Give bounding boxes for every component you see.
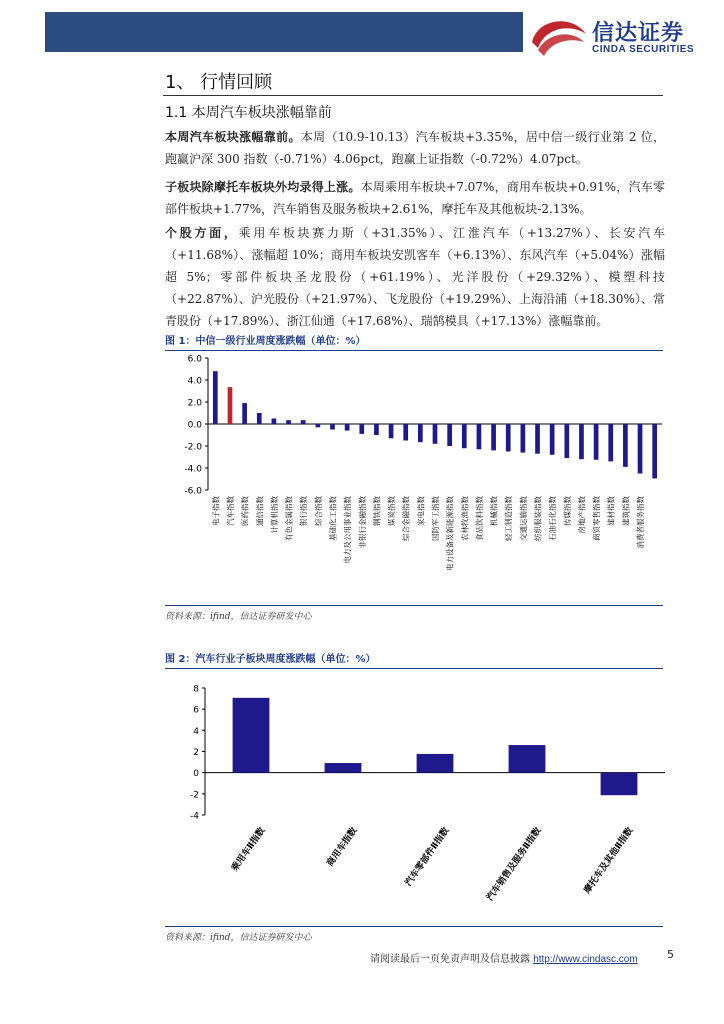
chart1-category-label: 有色金属指数 — [284, 496, 294, 541]
figure2-source: 资料来源：ifind，信达证券研发中心 — [165, 926, 663, 943]
chart1-bar — [228, 387, 233, 424]
chart1-category-label: 银行指数 — [299, 496, 309, 526]
chart1-y-tick-label: -4.0 — [184, 464, 202, 475]
chart1-category-label: 农林牧渔指数 — [460, 496, 470, 541]
chart1-category-label: 纺织服装指数 — [533, 496, 543, 541]
paragraph-2-body: 本周乘用车板块+7.07%，商用车板块+0.91%，汽车零部件板块+1.77%，汽车销售及服务板块+2.61%，摩托车及其他板块-2.13%。 — [165, 180, 665, 216]
paragraph-3-lead: 个股方面， — [165, 226, 239, 240]
chart1-bar — [301, 420, 306, 424]
chart1-bar — [359, 424, 364, 434]
footer — [370, 950, 638, 965]
chart2-category-label: 汽车销售及服务Ⅱ指数 — [485, 825, 544, 903]
chart2-y-tick-label: 4 — [193, 726, 199, 737]
chart1-category-label: 轻工制造指数 — [504, 496, 514, 541]
chart2-bar — [325, 763, 362, 773]
logo-cn-text: 信达证券 — [592, 21, 685, 46]
paragraph-1-body: 本周（10.9-10.13）汽车板块+3.35%，居中信一级行业第 2 位，跑赢沪深 300 指数（-0.71%）4.06pct，跑赢上证指数（-0.72%）4.07pct。 — [165, 130, 665, 166]
section-subtitle: 1.1 本周汽车板块涨幅靠前 — [165, 105, 332, 121]
chart1-bar — [521, 424, 526, 453]
chart1-category-label: 通信指数 — [255, 496, 265, 526]
chart1-bar — [345, 424, 350, 431]
chart1-bar — [242, 403, 247, 424]
chart2-y-tick-label: -4 — [190, 811, 199, 822]
chart2-category-label: 商用车指数 — [325, 825, 360, 869]
chart1-bar — [403, 424, 408, 441]
footer-disclaimer: 请阅读最后一页免责声明及信息披露 — [370, 954, 530, 965]
chart1-category-label: 煤炭指数 — [387, 496, 397, 526]
chart1-bar — [433, 424, 438, 444]
chart1-y-tick-label: -2.0 — [184, 442, 202, 453]
chart1-bar — [213, 371, 218, 424]
header-bar — [45, 12, 523, 52]
chart1-bar — [594, 424, 599, 460]
chart1-category-label: 医药指数 — [240, 496, 250, 526]
chart1-category-label: 商贸零售指数 — [592, 496, 602, 541]
chart1-bar — [257, 413, 262, 424]
chart1-bar — [564, 424, 569, 458]
chart1-category-label: 电力设备及新能源指数 — [445, 496, 455, 571]
chart2-y-tick-label: 8 — [193, 684, 199, 695]
figure2-chart — [165, 676, 665, 926]
cinda-logo — [528, 12, 708, 58]
chart1-category-label: 电力及公用事业指数 — [343, 496, 353, 564]
chart1-category-label: 非银行金融指数 — [357, 496, 367, 549]
chart1-bar — [623, 424, 628, 467]
chart2-bar — [417, 754, 454, 773]
figure1-title: 图 1：中信一级行业周度涨跌幅（单位：%） — [165, 332, 663, 351]
chart2-y-tick-label: 6 — [193, 705, 199, 716]
section-title: 1、 行情回顾 — [165, 72, 273, 93]
chart1-category-label: 房地产指数 — [577, 496, 587, 534]
chart2-bar — [509, 745, 546, 773]
paragraph-1-lead: 本周汽车板块涨幅靠前。 — [165, 130, 301, 144]
chart1-bar — [374, 424, 379, 435]
chart1-bar — [550, 424, 555, 455]
paragraph-3-body: 乘用车板块赛力斯（+31.35%）、江淮汽车（+13.27%）、长安汽车（+11.68%）、涨幅超 10%；商用车板块安凯客车（+6.13%）、东风汽车（+5.04%）涨幅超 5%；零部件板块圣龙股份（+61.19%）、光洋股份（+29.32%）、模塑科技（+22.87%）、沪光股份（+21.97%）、飞龙股份（+19.29%）、上海沿浦（+18.30%）、常青股份（+17.89%）、浙江仙通（+17.68%）、瑞鹄模具（+17.13%）涨幅靠前。 — [165, 226, 665, 328]
paragraph-1 — [165, 126, 665, 170]
paragraph-2-lead: 子板块除摩托车板块外均录得上涨。 — [165, 180, 361, 194]
chart1-bar — [462, 424, 467, 448]
chart1-category-label: 消费者服务指数 — [636, 495, 646, 549]
chart1-category-label: 传媒指数 — [562, 496, 572, 526]
logo-en-text: CINDA SECURITIES — [592, 44, 695, 55]
chart1-bar — [491, 424, 496, 450]
figure2-title: 图 2：汽车行业子板块周度涨跌幅（单位：%） — [165, 650, 663, 669]
chart1-category-label: 综合指数 — [313, 496, 323, 526]
chart1-y-tick-label: 2.0 — [187, 398, 202, 409]
chart1-category-label: 交通运输指数 — [518, 496, 528, 541]
chart1-bar — [535, 424, 540, 454]
chart1-category-label: 食品饮料指数 — [474, 496, 484, 541]
chart2-y-tick-label: 2 — [193, 748, 199, 758]
chart2-category-label: 汽车零部件Ⅱ指数 — [403, 825, 452, 889]
chart1-category-label: 计算机指数 — [269, 496, 279, 534]
chart1-bar — [418, 424, 423, 442]
chart1-category-label: 机械指数 — [489, 496, 499, 526]
chart1-bar — [447, 424, 452, 446]
logo-swoosh-icon — [528, 12, 588, 58]
chart1-y-tick-label: 0.0 — [187, 420, 202, 431]
footer-link[interactable]: http://www.cindasc.com — [533, 954, 638, 965]
chart1-bar — [315, 424, 320, 427]
chart1-bar — [286, 420, 291, 424]
page-number: 5 — [667, 948, 674, 961]
chart1-category-label: 钢铁指数 — [372, 496, 382, 526]
chart1-bar — [652, 424, 657, 478]
chart1-category-label: 国防军工指数 — [431, 496, 440, 541]
chart1-y-tick-label: 4.0 — [187, 376, 202, 387]
chart2-y-tick-label: -2 — [190, 790, 199, 801]
chart1-category-label: 家电指数 — [416, 496, 426, 526]
chart2-category-label: 摩托车及其他Ⅱ指数 — [582, 825, 636, 896]
chart1-category-label: 综合金融指数 — [401, 496, 411, 541]
chart1-category-label: 汽车指数 — [225, 496, 235, 526]
chart2-category-label: 乘用车Ⅱ指数 — [230, 825, 268, 874]
chart1-bar — [477, 424, 482, 449]
figure1-source: 资料来源：ifind，信达证券研发中心 — [165, 605, 663, 622]
chart1-y-tick-label: 6.0 — [187, 354, 202, 365]
chart1-category-label: 电子指数 — [211, 496, 221, 526]
chart1-category-label: 建材指数 — [606, 496, 616, 526]
chart1-bar — [389, 424, 394, 438]
chart1-bar — [506, 424, 511, 452]
chart1-category-label: 建筑指数 — [621, 496, 631, 526]
chart2-bar — [233, 698, 270, 773]
chart1-category-label: 石油石化指数 — [548, 496, 558, 541]
chart1-bar — [330, 424, 335, 430]
section-divider — [163, 95, 663, 96]
chart2-bar — [601, 773, 638, 796]
chart1-bar — [272, 419, 277, 425]
figure1-chart — [165, 350, 665, 600]
paragraph-3 — [165, 222, 665, 332]
chart1-bar — [608, 424, 613, 461]
chart1-bar — [579, 424, 584, 459]
chart1-category-label: 基础化工指数 — [328, 496, 338, 541]
chart2-y-tick-label: 0 — [193, 769, 199, 780]
chart1-bar — [638, 424, 643, 474]
chart1-y-tick-label: -6.0 — [184, 486, 202, 497]
paragraph-2 — [165, 176, 665, 220]
